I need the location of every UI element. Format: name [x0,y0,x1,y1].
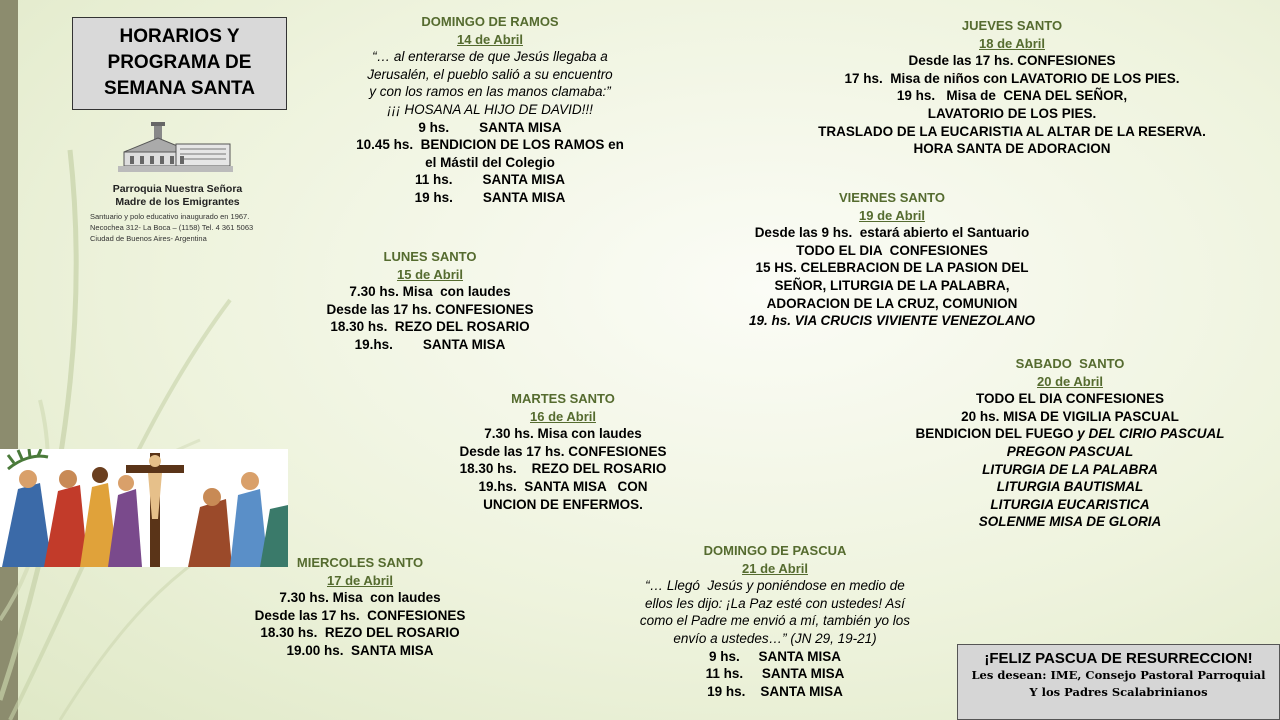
schedule-line: 19. hs. VIA CRUCIS VIVIENTE VENEZOLANO [748,313,1036,329]
title-line: HORARIOS Y [119,26,240,47]
schedule-line: TODO EL DIA CONFESIONES [796,242,988,258]
schedule-line: Desde las 17 hs. CONFESIONES [459,443,667,459]
schedule-line: LITURGIA EUCARISTICA [990,496,1150,512]
quote-line: y con los ramos en las manos clamaba:” [369,84,611,100]
quote-line: Jerusalén, el pueblo salió a su encuentro [367,66,613,82]
sabado-santo-section [900,355,1240,531]
parish-name [90,183,265,209]
schedule-line: 18.30 hs. REZO DEL ROSARIO [330,319,530,335]
schedule-line: 11 hs. SANTA MISA [414,172,566,188]
schedule-line: 7.30 hs. Misa con laudes [484,426,642,442]
schedule-line: el Mástil del Colegio [425,154,555,170]
schedule-line-part: BENDICION DEL FUEGO [915,426,1074,442]
section-title: LUNES SANTO [383,249,477,264]
schedule-line: SEÑOR, LITURGIA DE LA PALABRA, [774,277,1010,293]
viernes-santo-section [732,189,1052,330]
greeting-line: Y los Padres Scalabrinianos [1029,685,1208,699]
schedule-line: 7.30 hs. Misa con laudes [279,590,441,606]
section-date: 21 de Abril [742,560,808,576]
section-title: DOMINGO DE RAMOS [421,14,559,29]
parish-name-line: Parroquia Nuestra Señora [112,183,243,195]
parish-info [90,211,290,244]
schedule-line: SOLENME MISA DE GLORIA [978,514,1162,530]
schedule-line: 19.hs. SANTA MISA CON [478,478,648,494]
section-date: 15 de Abril [397,266,463,282]
domingo-ramos-section [330,13,650,207]
schedule-line: 10.45 hs. BENDICION DE LOS RAMOS en [356,137,624,153]
schedule-line: 19 hs. SANTA MISA [707,683,843,699]
crucifixion-illustration [0,449,288,567]
schedule-line: Desde las 17 hs. CONFESIONES [908,53,1116,69]
section-date: 18 de Abril [979,35,1045,51]
schedule-line: ADORACION DE LA CRUZ, COMUNION [766,295,1018,311]
parish-info-line: Necochea 312- La Boca – (1158) Tel. 4 361 5063 [90,223,254,232]
schedule-line: 15 HS. CELEBRACION DE LA PASION DEL [755,260,1029,276]
section-date: 17 de Abril [327,572,393,588]
quote-line: como el Padre me envió a mí, también yo los [639,613,911,629]
schedule-line: 7.30 hs. Misa con laudes [349,284,511,300]
schedule-line: 19 hs. SANTA MISA [414,189,566,205]
greeting-line: Les desean: IME, Consejo Pastoral Parroquial [971,668,1266,682]
section-date: 16 de Abril [530,408,596,424]
page-title [72,17,287,110]
section-title: MIERCOLES SANTO [296,555,424,570]
quote-line: ellos les dijo: ¡La Paz esté con ustedes! Así [645,595,905,611]
section-date: 20 de Abril [1037,373,1103,389]
schedule-line: LITURGIA BAUTISMAL [996,479,1144,495]
section-title: MARTES SANTO [511,391,615,406]
schedule-line: LAVATORIO DE LOS PIES. [927,105,1097,121]
quote-line: ¡¡¡ HOSANA AL HIJO DE DAVID!!! [387,101,593,117]
quote-line: “… al enterarse de que Jesús llegaba a [372,49,608,65]
schedule-line: 20 hs. MISA DE VIGILIA PASCUAL [961,408,1179,424]
schedule-line: HORA SANTA DE ADORACION [913,141,1111,157]
schedule-line: TRASLADO DE LA EUCARISTIA AL ALTAR DE LA RESERVA. [818,123,1206,139]
domingo-pascua-section [600,542,950,700]
miercoles-santo-section [230,554,490,660]
section-date: 14 de Abril [457,31,523,47]
title-line: PROGRAMA DE [107,52,252,73]
schedule-line: 18.30 hs. REZO DEL ROSARIO [260,625,460,641]
church-logo-icon [118,122,233,174]
parish-info-line: Ciudad de Buenos Aires- Argentina [90,234,207,243]
greeting-title: ¡FELIZ PASCUA DE RESURRECCION! [984,650,1253,667]
schedule-line: 17 hs. Misa de niños con LAVATORIO DE LOS PIES. [844,70,1180,86]
lunes-santo-section [300,248,560,354]
schedule-line: 19 hs. Misa de CENA DEL SEÑOR, [896,88,1128,104]
schedule-line: UNCION DE ENFERMOS. [483,496,643,512]
schedule-line: 9 hs. SANTA MISA [708,648,841,664]
schedule-line: 19.00 hs. SANTA MISA [286,642,434,658]
section-title: JUEVES SANTO [961,18,1063,33]
section-title: DOMINGO DE PASCUA [703,543,847,558]
parish-info-line: Santuario y polo educativo inaugurado en 1967. [90,212,250,221]
schedule-line: 19.hs. SANTA MISA [354,336,506,352]
schedule-line: 18.30 hs. REZO DEL ROSARIO [459,461,667,477]
martes-santo-section [433,390,693,513]
schedule-line [900,425,1240,443]
parish-name-line: Madre de los Emigrantes [115,196,240,208]
section-title: VIERNES SANTO [839,190,945,205]
schedule-line: Desde las 17 hs. CONFESIONES [326,301,534,317]
schedule-line-part: y DEL CIRIO PASCUAL [1073,426,1225,442]
quote-line: “… Llegó Jesús y poniéndose en medio de [645,578,905,594]
schedule-line: Desde las 9 hs. estará abierto el Santuario [754,225,1030,241]
greeting-box [957,644,1280,720]
quote-line: envío a ustedes…” (JN 29, 19-21) [673,630,877,646]
schedule-line: LITURGIA DE LA PALABRA [982,461,1158,477]
schedule-line: TODO EL DIA CONFESIONES [975,391,1165,407]
schedule-line: Desde las 17 hs. CONFESIONES [254,607,466,623]
schedule-line: 9 hs. SANTA MISA [418,119,562,135]
schedule-line: 11 hs. SANTA MISA [705,666,845,682]
section-date: 19 de Abril [859,207,925,223]
title-line: SEMANA SANTA [104,78,255,99]
jueves-santo-section [800,17,1224,158]
section-title: SABADO SANTO [1015,356,1125,371]
schedule-line: PREGON PASCUAL [1006,443,1134,459]
